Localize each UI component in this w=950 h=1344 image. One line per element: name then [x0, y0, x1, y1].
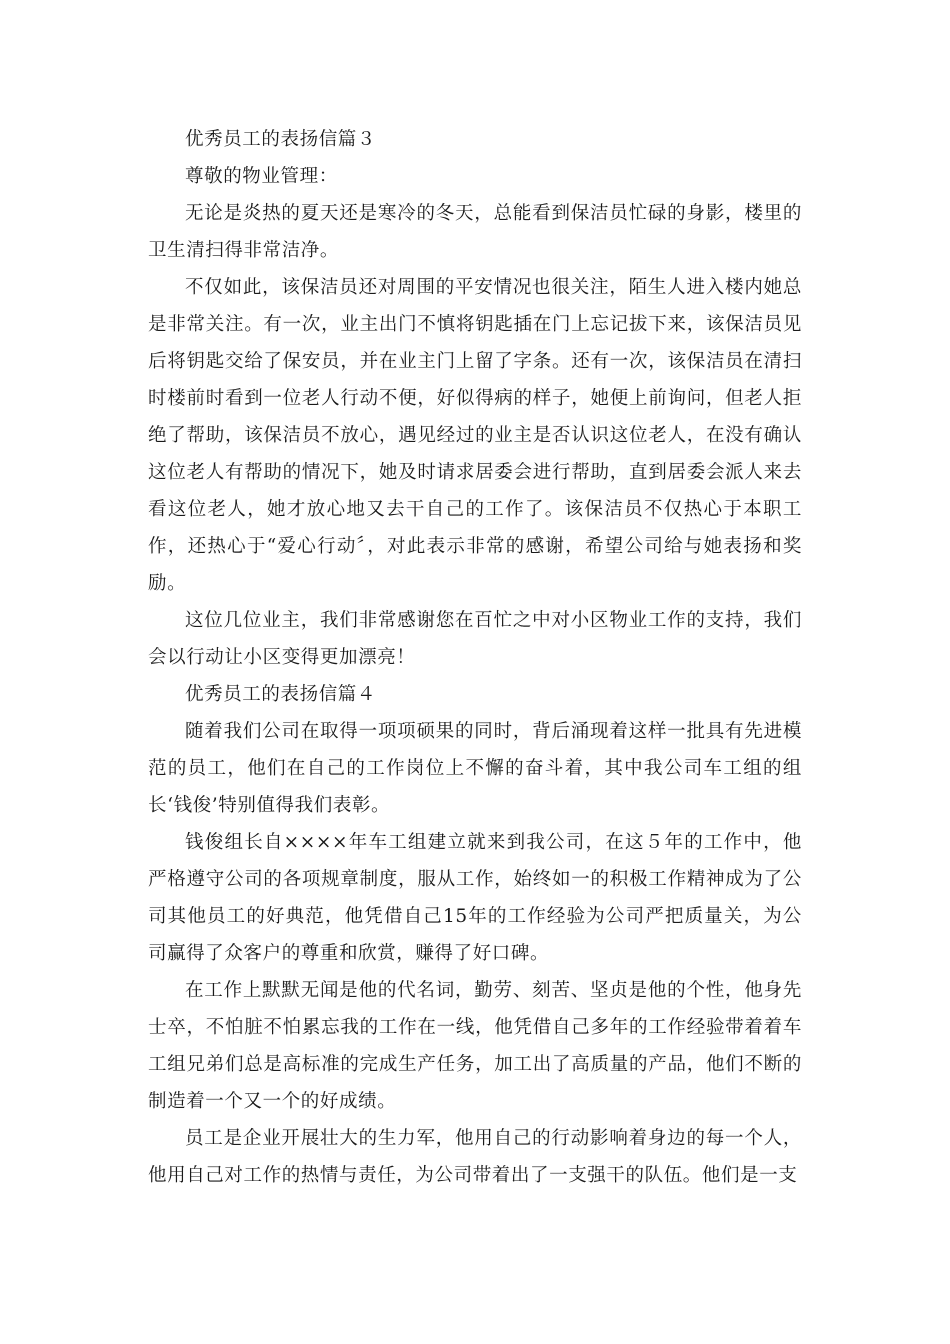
salutation: 尊敬的物业管理： — [185, 166, 338, 187]
body-paragraph: 这位几位业主，我们非常感谢您在百忙之中对小区物业工作的支持，我们会以行动让小区变得更加漂亮！ — [148, 610, 802, 668]
body-paragraph: 随着我们公司在取得一项项硕果的同时，背后涌现着这样一批具有先进模范的员工，他们在自己的工作岗位上不懈的奋斗着，其中我公司车工组的组长‘钱俊’特别值得我们表彰。 — [148, 721, 802, 816]
body-paragraph: 不仅如此，该保洁员还对周围的平安情况也很关注，陌生人进入楼内她总是非常关注。有一次，业主出门不慎将钥匙插在门上忘记拔下来，该保洁员见后将钥匙交给了保安员，并在业主门上留了字条。还有一次，该保洁员在清扫时楼前时看到一位老人行动不便，好似得病的样子，她便上前询问，但老人拒绝了帮助，该保洁员不放心，遇见经过的业主是否认识这位老人，在没有确认这位老人有帮助的情况下，她及时请求居委会进行帮助，直到居委会派人来去看这位老人，她才放心地又去干自己的工作了。该保洁员不仅热心于本职工作，还热心于“爱心行动〞，对此表示非常的感谢，希望公司给与她表扬和奖励。 — [148, 277, 802, 594]
body-paragraph: 无论是炎热的夏天还是寒冷的冬天，总能看到保洁员忙碌的身影，楼里的卫生清扫得非常洁净。 — [148, 203, 802, 261]
body-paragraph: 员工是企业开展壮大的生力军，他用自己的行动影响着身边的每一个人，他用自己对工作的热情与责任，为公司带着出了一支强干的队伍。他们是一支 — [148, 1128, 802, 1186]
body-paragraph: 在工作上默默无闻是他的代名词，勤劳、刻苦、坚贞是他的个性，他身先士卒，不怕脏不怕累忘我的工作在一线，他凭借自己多年的工作经验带着着车工组兄弟们总是高标准的完成生产任务，加工出了高质量的产品，他们不断的制造着一个又一个的好成绩。 — [148, 980, 802, 1112]
body-paragraph: 钱俊组长自××××年车工组建立就来到我公司，在这５年的工作中，他严格遵守公司的各项规章制度，服从工作，始终如一的积极工作精神成为了公司其他员工的好典范，他凭借自己15年的工作经验为公司严把质量关，为公司赢得了众客户的尊重和欣赏，赚得了好口碑。 — [148, 832, 802, 964]
document-body — [148, 121, 802, 1194]
section-heading-3: 优秀员工的表扬信篇３ — [185, 129, 377, 150]
section-heading-4: 优秀员工的表扬信篇４ — [185, 684, 377, 705]
